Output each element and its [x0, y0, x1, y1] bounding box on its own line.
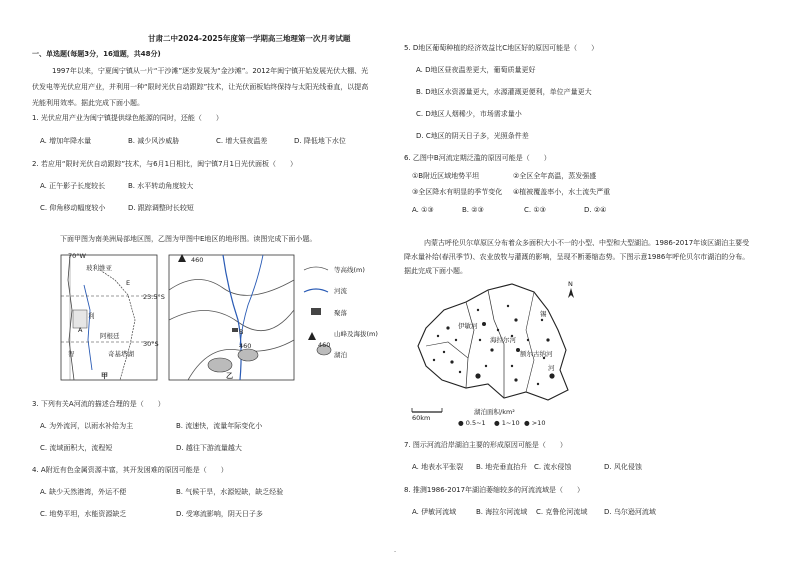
q8-option-d[interactable]: D. 乌尔逊河流域 [604, 508, 656, 516]
q6-option-a[interactable]: A. ①③ [412, 206, 434, 214]
q3-option-b[interactable]: B. 流速快，流量年际变化小 [176, 422, 263, 430]
q2-option-a[interactable]: A. 正午影子长度较长 [40, 182, 106, 190]
legend-peak: 山峰及海拔(m) [334, 330, 378, 338]
q5-option-c[interactable]: C. D地区人烟稀少，市场需求量小 [416, 110, 522, 118]
q2-option-b[interactable]: B. 水平转动角度较大 [128, 182, 194, 190]
q6-option-d[interactable]: D. ②④ [584, 206, 607, 214]
jia-point-e: E [126, 279, 131, 287]
jia-fig-label: 甲 [101, 372, 108, 380]
legend-river: 河流 [334, 287, 347, 295]
q6-option-b[interactable]: B. ②③ [462, 206, 484, 214]
legend-lake: 湖泊 [334, 351, 347, 359]
jia-lat1-label: 23.5°S [143, 293, 165, 301]
q5-option-a[interactable]: A. D地区昼夜温差更大，葡萄质量更好 [416, 66, 536, 74]
q7-stem: 7. 图示河流沿岸湖泊主要的形成原因可能是（ ） [404, 441, 567, 449]
passage1-line1: 1997年以来，宁夏闽宁镇从一片“干沙滩”逐步发展为“金沙滩”。2012年闽宁镇开始发展光伏大棚、光 [52, 67, 369, 75]
jia-letter-a: A [78, 326, 83, 334]
q1-option-d[interactable]: D. 降低地下水位 [294, 137, 346, 145]
q4-option-c[interactable]: C. 地势平坦，水能资源缺乏 [40, 510, 127, 518]
q2-option-d[interactable]: D. 跟踪调整时长较短 [128, 204, 194, 212]
q6-option-c[interactable]: C. ①③ [524, 206, 546, 214]
q1-option-a[interactable]: A. 增加年降水量 [40, 137, 92, 145]
q6-stem: 6. 乙图中B河流定期泛滥的原因可能是（ ） [404, 154, 551, 162]
q4-stem: 4. A附近有色金属资源丰富，其开发困难的原因可能是（ ） [32, 466, 228, 474]
passage1-line2: 伏发电等光伏应用产业，并利用一种“限时光伏自动跟踪”技术，让光伏面板始终保持与太阳光线垂直，以提高 [32, 83, 369, 91]
map-yi [168, 250, 298, 385]
passage1-line3: 光能利用效率。据此完成下面小题。 [32, 99, 144, 107]
q7-option-b[interactable]: B. 地壳垂直抬升 [476, 463, 528, 471]
legend-peak-value: 460 [318, 341, 331, 349]
jia-zhi-label: 智 [68, 350, 75, 358]
q8-option-c[interactable]: C. 克鲁伦河流域 [536, 508, 588, 516]
q6-statement-3: ③全区降水有明显的季节变化 [412, 188, 503, 196]
q4-option-b[interactable]: B. 气候干旱，水源短缺，缺乏经验 [176, 488, 284, 496]
map-legend-cat1: ● 0.5~1 [458, 419, 486, 427]
map-legend-cat2: ● 1~10 [494, 419, 520, 427]
jia-river-label: 阿根廷 [100, 332, 120, 340]
q8-stem: 8. 推测1986-2017年湖泊萎缩较多的河流流域是（ ） [404, 486, 585, 494]
q3-option-a[interactable]: A. 为外流河，以雨水补给为主 [40, 422, 134, 430]
passage2: 下面甲图为南美洲局部地区图，乙图为甲图中E地区的地形图。读图完成下面小题。 [60, 235, 317, 243]
yi-elev-bottom: 460 [239, 342, 252, 350]
q7-option-d[interactable]: D. 风化侵蚀 [604, 463, 642, 471]
q3-option-d[interactable]: D. 越往下游流量越大 [176, 444, 242, 452]
passage3-line1: 内蒙古呼伦贝尔草原区分布着众多面积大小不一的小型、中型和大型湖泊。1986-2017年该区湖泊主要受 [424, 239, 750, 247]
q3-stem: 3. 下列有关A河流的描述合理的是（ ） [32, 400, 165, 408]
q6-statement-1: ①B附近区域地势平坦 [412, 172, 480, 180]
jia-ocean-label: 奇基塔湖 [108, 350, 134, 358]
q5-stem: 5. D地区葡萄种植的经济效益比C地区好的原因可能是（ ） [404, 44, 599, 52]
q8-option-a[interactable]: A. 伊敏河流域 [412, 508, 457, 516]
legend-contour: 等高线(m) [334, 266, 365, 274]
map-legend-cat3: ● >10 [524, 419, 546, 427]
q7-option-c[interactable]: C. 流水侵蚀 [534, 463, 572, 471]
q7-option-a[interactable]: A. 地表水平张裂 [412, 463, 464, 471]
q1-option-c[interactable]: C. 增大昼夜温差 [216, 137, 268, 145]
map-river-3: 额尔古纳河 [520, 350, 553, 358]
q3-option-c[interactable]: C. 流域面积大，流程短 [40, 444, 113, 452]
legend-settlement: 聚落 [334, 309, 347, 317]
map-river-1: 伊敏河 [458, 322, 478, 330]
q4-option-d[interactable]: D. 受寒流影响，阴天日子多 [176, 510, 263, 518]
map-scale-label: 60km [412, 414, 431, 422]
q1-stem: 1. 光伏应用产业为闽宁镇提供绿色能源的同时，还能（ ） [32, 114, 223, 122]
map-river-2: 海拉尔河 [490, 336, 516, 344]
jia-lon-label: 70°W [68, 252, 86, 260]
passage3-line2: 降水量补给(春汛季节)、农业放牧与灌溉的影响，呈现不断萎缩态势。下图示意1986年呼伦贝尔市湖泊的分布。 [404, 253, 750, 261]
footer-mark: . [394, 546, 397, 554]
q2-option-c[interactable]: C. 仰角移动幅度较小 [40, 204, 106, 212]
map-north-label: N [568, 280, 573, 288]
q2-stem: 2. 若应用“限时光伏自动跟踪”技术，与6月1日相比，闽宁镇7月1日光伏面板（ ） [32, 160, 297, 168]
q6-statement-2: ②全区全年高温，蒸发强盛 [513, 172, 597, 180]
map-river-5: 河 [548, 364, 555, 372]
passage3-line3: 据此完成下面小题。 [404, 267, 467, 275]
yi-fig-label: 乙 [226, 372, 233, 380]
yi-elev-top: 460 [191, 256, 204, 264]
q1-option-b[interactable]: B. 减少风沙威胁 [128, 137, 180, 145]
map-hulunbuir [408, 280, 588, 425]
q8-option-b[interactable]: B. 海拉尔河流域 [476, 508, 528, 516]
page-title: 甘肃二中2024-2025年度第一学期高三地理第一次月考试题 [148, 34, 351, 43]
q5-option-d[interactable]: D. C地区的阴天日子多，光照条件差 [416, 132, 529, 140]
yi-mark-b: B [239, 328, 244, 336]
q5-option-b[interactable]: B. D地区水资源量更大，水源灌溉更便利，单位产量更大 [416, 88, 592, 96]
jia-country-label: 玻利维亚 [86, 264, 112, 272]
jia-lat2-label: 30°S [143, 340, 159, 348]
q4-option-a[interactable]: A. 缺少天然港湾，外运不便 [40, 488, 127, 496]
jia-li-label: 利 [88, 312, 95, 320]
section-heading: 一、单选题(每题3分，16道题，共48分) [32, 50, 161, 58]
map-legend-title: 湖泊面积/km² [474, 408, 515, 416]
map-river-4: 锡 [540, 310, 547, 318]
q6-statement-4: ④植被覆盖率小，水土流失严重 [513, 188, 611, 196]
